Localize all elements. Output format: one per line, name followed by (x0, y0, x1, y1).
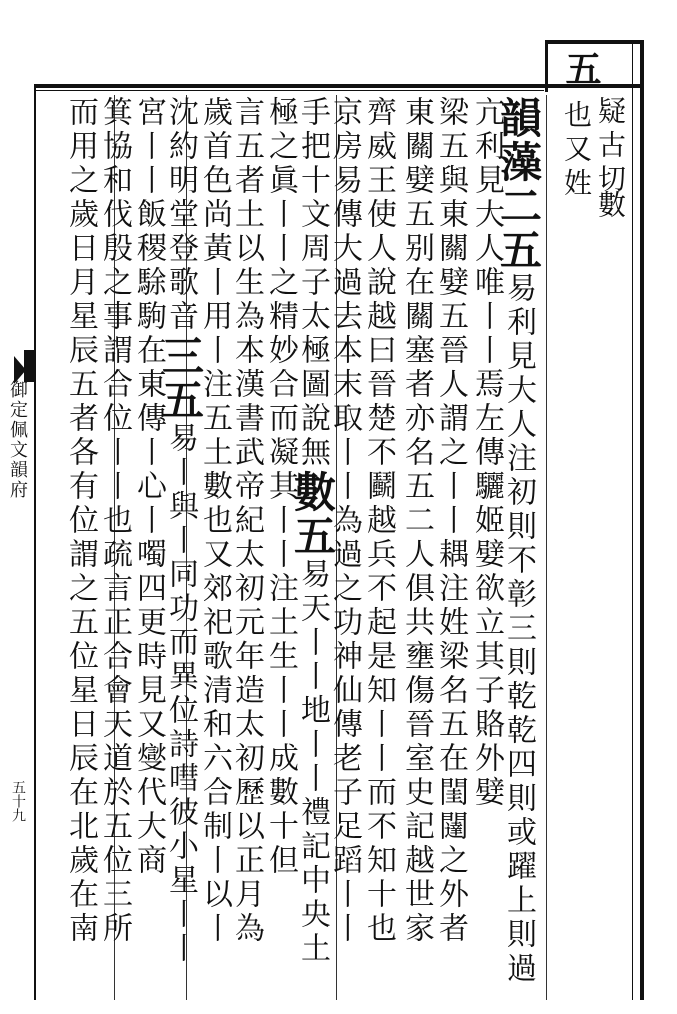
entry-text: 宮丨丨飯稷駼駒在東傳丨心丨噣四更時見又燮代大商 (131, 96, 166, 878)
heading-box-left (545, 40, 548, 92)
text-column (262, 96, 298, 878)
entry-phrase: 數五 (288, 470, 337, 558)
heading-note-1: 疑古切 (594, 96, 627, 198)
column-rule (546, 95, 547, 1000)
frame-left-rule (34, 84, 36, 1000)
entry-text: 沈約明堂登歌音 (163, 96, 198, 334)
frame-right-inner-rule (632, 40, 633, 1000)
text-column (398, 96, 434, 946)
text-column (360, 96, 396, 946)
entry-phrase: 三五 (156, 334, 205, 422)
text-column (62, 96, 98, 946)
text-column (130, 96, 166, 878)
frame-top-inner-rule (34, 90, 544, 91)
frame-top-rule (34, 84, 644, 88)
entry-phrase: 韻藻二五 (494, 96, 543, 272)
entry-text: 東關嬖五别在關塞者亦名五二人俱共壅傷晉室史記越世家 (399, 96, 434, 946)
text-column (96, 96, 132, 946)
entry-text: 亢利見大人唯丨丨焉左傳驪姬嬖欲立其子賂外嬖 (469, 96, 504, 810)
entry-text: 易利見大人注初則不彰三則乾乾四則或躍上則過 (501, 272, 536, 986)
entry-text: 京房易傳大過去本末取丨丨為過之功神仙傳老子足蹈丨丨 (327, 96, 362, 946)
text-column (196, 96, 232, 946)
entry-text: 手把十文周子太極圖說無 (295, 96, 330, 470)
text-column (156, 96, 205, 966)
text-column (432, 96, 468, 946)
heading-note-3: 也又姓 (560, 100, 593, 202)
folio-number: 五十九 (10, 780, 26, 822)
text-column (468, 96, 504, 810)
entry-heading-char: 五 (560, 50, 602, 86)
entry-text: 言五者土以生為本漢書武帝紀太初元年造太初歷以正月為 (229, 96, 264, 946)
heading-box-top (545, 40, 642, 44)
entry-text: 易天丨丨地丨丨禮記中央土 (295, 558, 330, 966)
text-column (288, 96, 337, 966)
entry-text: 梁五與東關嬖五晉人謂之丨丨耦注姓梁名五在閨闥之外者 (433, 96, 468, 946)
entry-text: 歲首色尚黃丨用丨注五土數也又郊祀歌清和六合制丨以丨 (197, 96, 232, 946)
entry-text: 箕協和伐殷之事謂合位丨丨也疏言正合會天道於五位三所 (97, 96, 132, 946)
text-column (494, 96, 543, 986)
entry-text: 極之眞丨丨之精妙合而凝其丨丨注土生丨丨成數十但 (263, 96, 298, 878)
text-column (228, 96, 264, 946)
entry-text: 而用之歲日月星辰五者各有位謂之五位星日辰在北歲在南 (63, 96, 98, 946)
entry-text: 易丨與丨同功而異位詩嘒彼小星丨丨 (163, 422, 198, 966)
entry-text: 齊威王使人說越曰晉楚不鬬越兵不起是知丨丨而不知十也 (361, 96, 396, 946)
heading-note-2: 數 (594, 190, 627, 224)
margin-book-title: 御定佩文韻府 (7, 380, 28, 500)
frame-right-rule (640, 40, 644, 1000)
